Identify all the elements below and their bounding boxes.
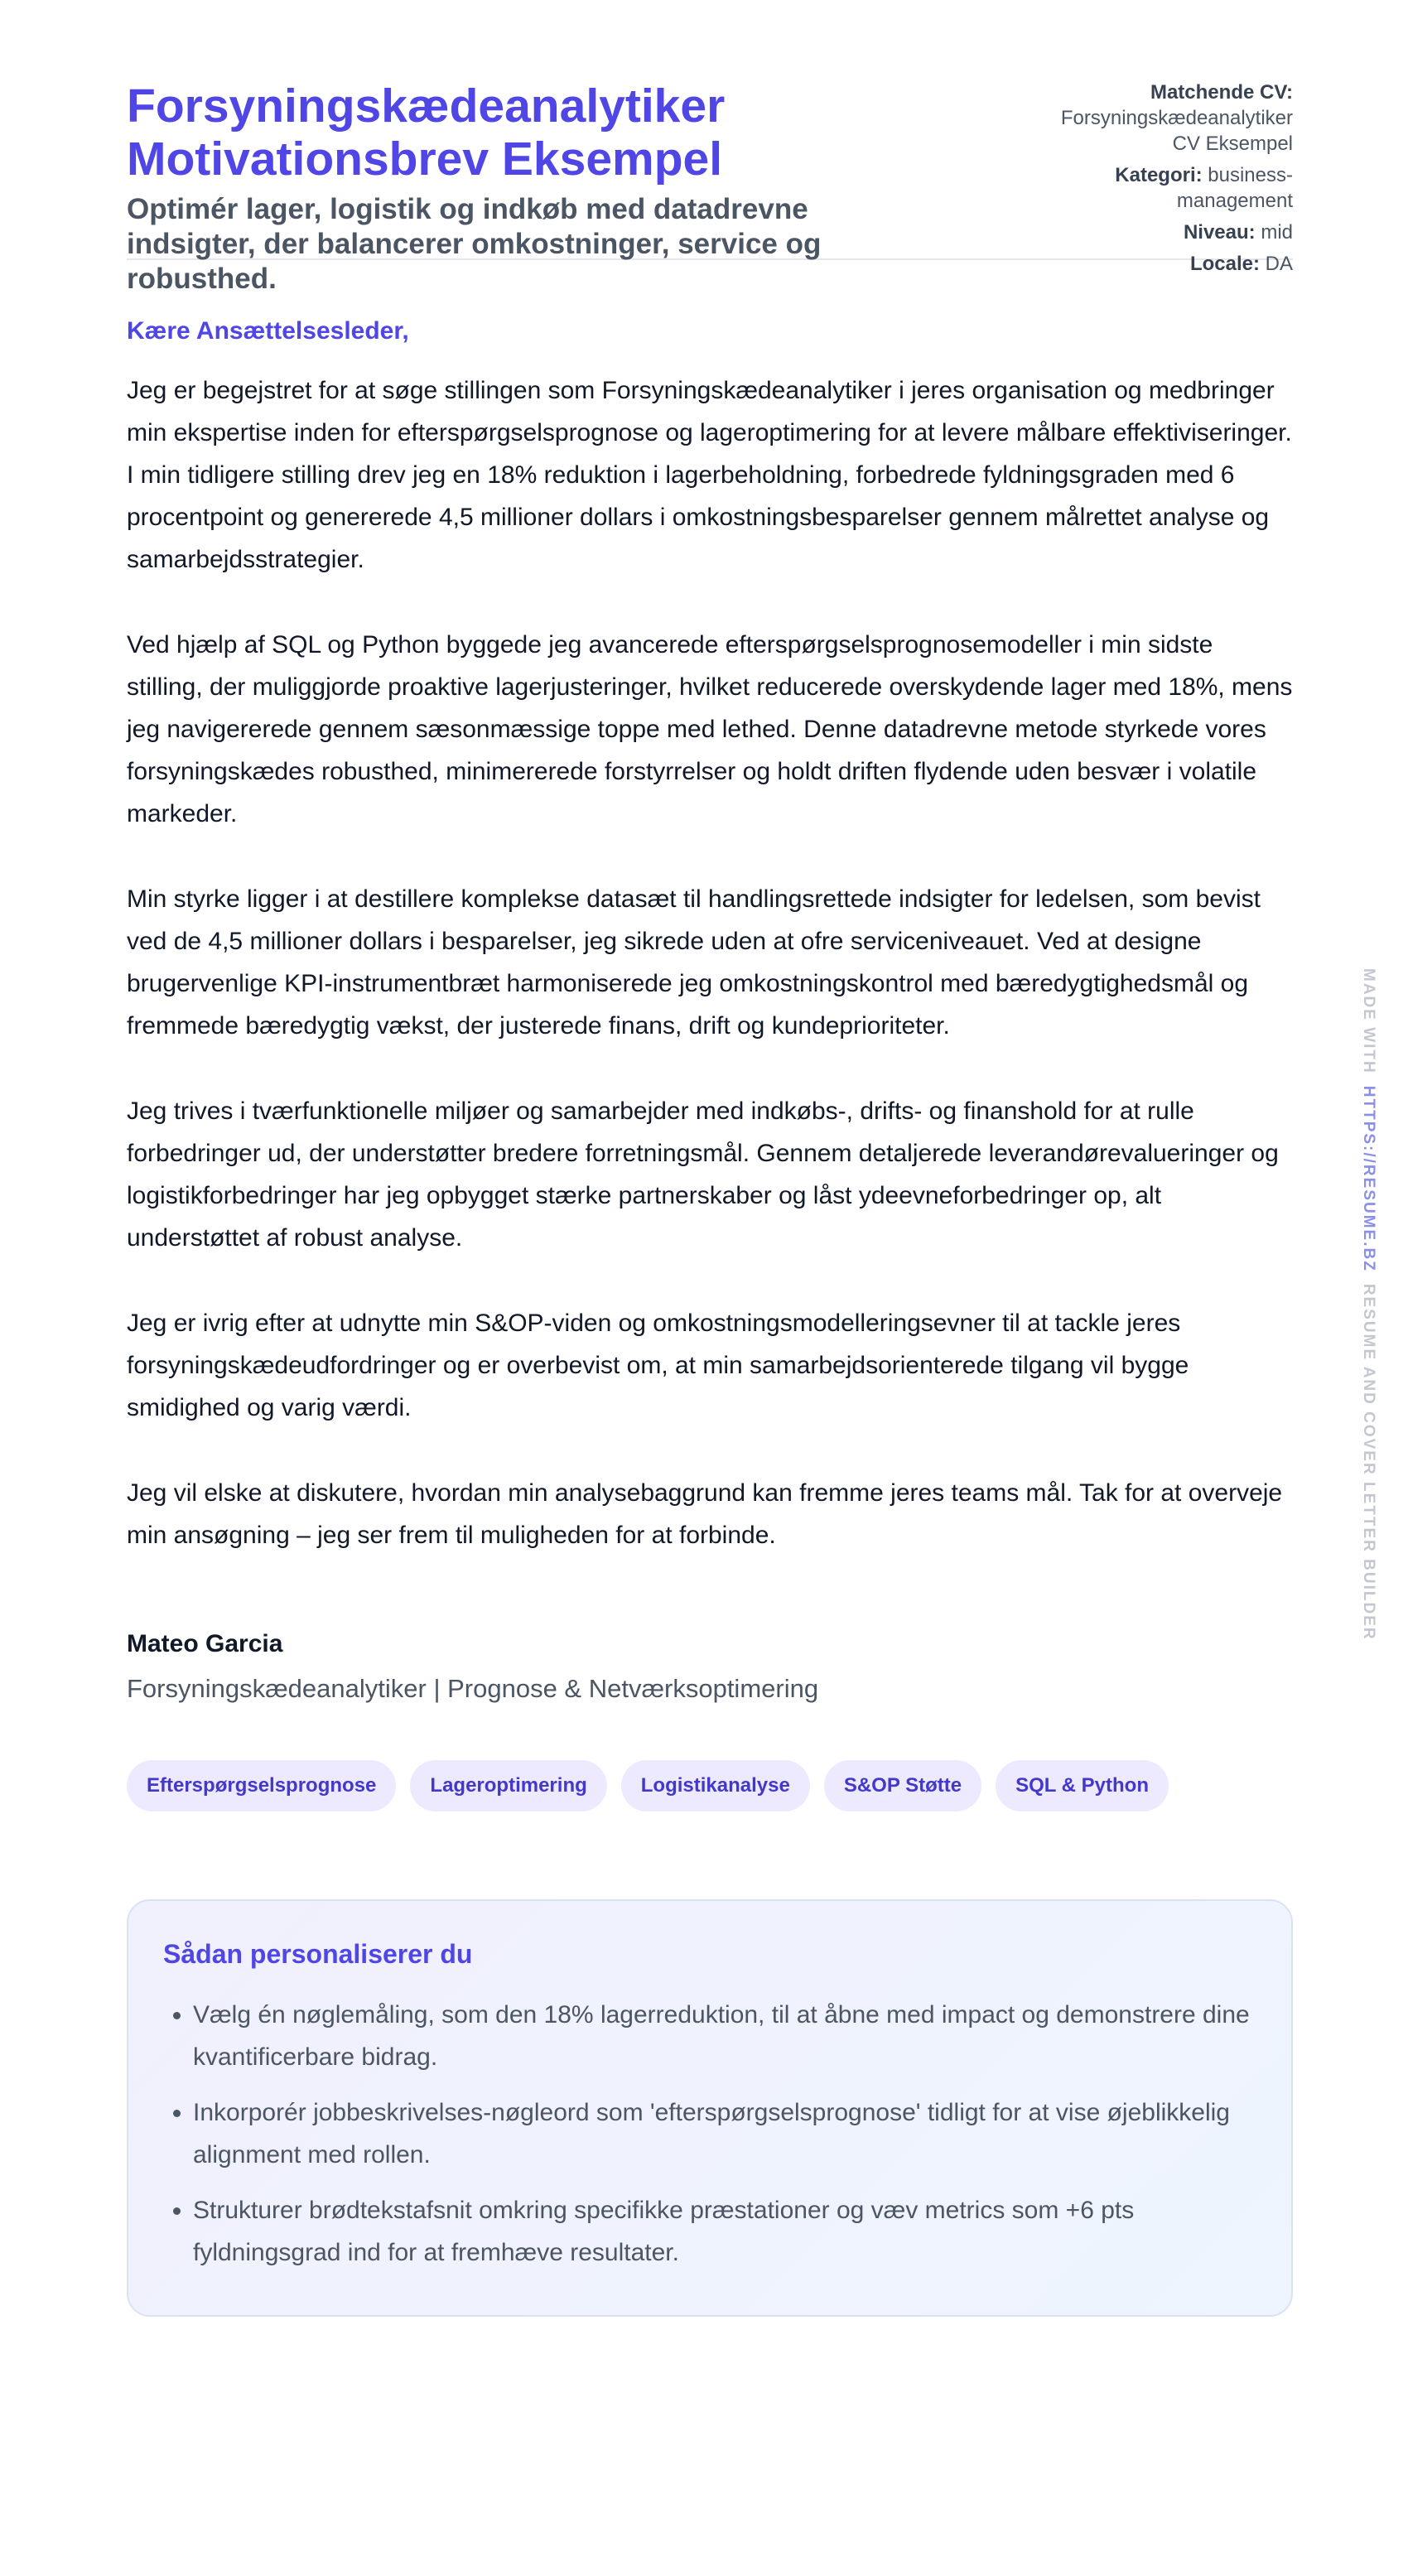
letter-paragraph: Jeg vil elske at diskutere, hvordan min analysebaggrund kan fremme jeres teams mål. Tak for at overveje min ansøgning – jeg ser frem til muligheden for at forbinde.: [127, 1479, 1283, 1549]
skill-tag: S&OP Støtte: [824, 1760, 981, 1811]
watermark-suffix: RESUME AND COVER LETTER BUILDER: [1360, 1283, 1377, 1641]
vertical-watermark: [1358, 968, 1378, 1647]
letter-paragraph: Jeg er begejstret for at søge stillingen som Forsyningskædeanalytiker i jeres organisation og medbringer min ekspertise inden for efterspørgselsprognose og lageroptimering for at levere målbare effektiviseringer. I min tidligere stilling drev jeg en 18% reduktion i lagerbeholdning, forbedrede fyldningsgraden med 6 procentpoint og genererede 4,5 millioner dollars i omkostningsbesparelser gennem målrettet analyse og samarbejdsstrategier.: [127, 377, 1292, 573]
signature-block: [127, 1628, 1293, 1705]
skill-tags: [127, 1760, 1293, 1811]
meta-category-value: business-management: [1176, 164, 1293, 212]
meta-level-label: Niveau:: [1183, 221, 1256, 244]
watermark-prefix: MADE WITH: [1360, 968, 1377, 1074]
meta-category-label: Kategori:: [1115, 164, 1203, 186]
letter-greeting: Kære Ansættelsesleder,: [127, 317, 409, 345]
letter-body: [127, 369, 1293, 1556]
tip-item: • Strukturer brødtekstafsnit omkring specifikke præstationer og væv metrics som +6 pts fyldningsgrad ind for at fremhæve resultater.: [193, 2189, 1256, 2274]
title-line-2: Motivationsbrev Eksempel: [127, 133, 723, 186]
personalization-tips-box: [127, 1899, 1293, 2317]
meta-locale: [1028, 251, 1293, 277]
meta-matching-cv: [1028, 80, 1293, 157]
letter-paragraph: Jeg trives i tværfunktionelle miljøer og samarbejder med indkøbs-, drifts- og finanshold for at rulle forbedringer ud, der understøtter bredere forretningsmål. Gennem detaljerede leverandørevalueringer og logistikforbedringer har jeg opbygget stærke partnerskaber og låst ydeevneforbedringer op, alt understøttet af robust analyse.: [127, 1097, 1279, 1252]
skill-tag: Efterspørgselsprognose: [127, 1760, 396, 1811]
meta-locale-value: DA: [1265, 253, 1293, 275]
skill-tag: Logistikanalyse: [621, 1760, 810, 1811]
tip-item: • Inkorporér jobbeskrivelses-nøgleord som 'efterspørgselsprognose' tidligt for at vise øjeblikkelig alignment med rollen.: [193, 2091, 1256, 2176]
tip-item: • Vælg én nøglemåling, som den 18% lagerreduktion, til at åbne med impact og demonstrere dine kvantificerbare bidrag.: [193, 1994, 1256, 2078]
document-header: [127, 0, 1293, 295]
letter-paragraph: Jeg er ivrig efter at udnytte min S&OP-viden og omkostningsmodelleringsevner til at tackle jeres forsyningskædeudfordringer og er overbevist om, at min samarbejdsorienterede tilgang vil bygge smidighed og varig værdi.: [127, 1310, 1189, 1421]
tips-title: Sådan personaliserer du: [163, 1939, 473, 1969]
watermark-link[interactable]: HTTPS://RESUME.BZ: [1360, 1085, 1377, 1272]
page-subtitle: Optimér lager, logistik og indkøb med datadrevne indsigter, der balancerer omkostninger, service og robusthed.: [127, 193, 822, 295]
page-title: [127, 80, 872, 186]
cover-letter-page: [127, 0, 1293, 2317]
meta-level: [1028, 219, 1293, 245]
skill-tag: Lageroptimering: [410, 1760, 606, 1811]
signature-name: Mateo Garcia: [127, 1630, 283, 1657]
meta-level-value: mid: [1261, 221, 1293, 244]
title-line-1: Forsyningskædeanalytiker: [127, 80, 726, 133]
signature-title: Forsyningskædeanalytiker | Prognose & Netværksoptimering: [127, 1674, 819, 1703]
meta-cv-value-line-2: CV Eksempel: [1172, 133, 1293, 155]
meta-cv-label: Matchende CV:: [1150, 81, 1293, 104]
tips-list: [163, 1994, 1256, 2274]
skill-tag: SQL & Python: [996, 1760, 1169, 1811]
meta-cv-value-line-1: Forsyningskædeanalytiker: [1060, 107, 1293, 129]
letter-paragraph: Min styrke ligger i at destillere komplekse datasæt til handlingsrettede indsigter for ledelsen, som bevist ved de 4,5 millioner dollars i besparelser, jeg sikrede uden at ofre serviceniveauet. Ved at designe brugervenlige KPI-instrumentbræt harmoniserede jeg omkostningskontrol med bæredygtighedsmål og fremmede bæredygtig vækst, der justerede finans, drift og kundeprioriteter.: [127, 885, 1261, 1040]
meta-locale-label: Locale:: [1189, 253, 1260, 275]
meta-category: [1028, 162, 1293, 214]
watermark-text: [1358, 968, 1378, 1641]
letter-paragraph: Ved hjælp af SQL og Python byggede jeg avancerede efterspørgselsprognosemodeller i min sidste stilling, der muliggjorde proaktive lagerjusteringer, hvilket reducerede overskydende lager med 18%, mens jeg navigererede gennem sæsonmæssige toppe med lethed. Denne datadrevne metode styrkede vores forsyningskædes robusthed, minimererede forstyrrelser og holdt driften flydende uden besvær i volatile markeder.: [127, 631, 1293, 827]
meta-panel: [1028, 80, 1293, 282]
